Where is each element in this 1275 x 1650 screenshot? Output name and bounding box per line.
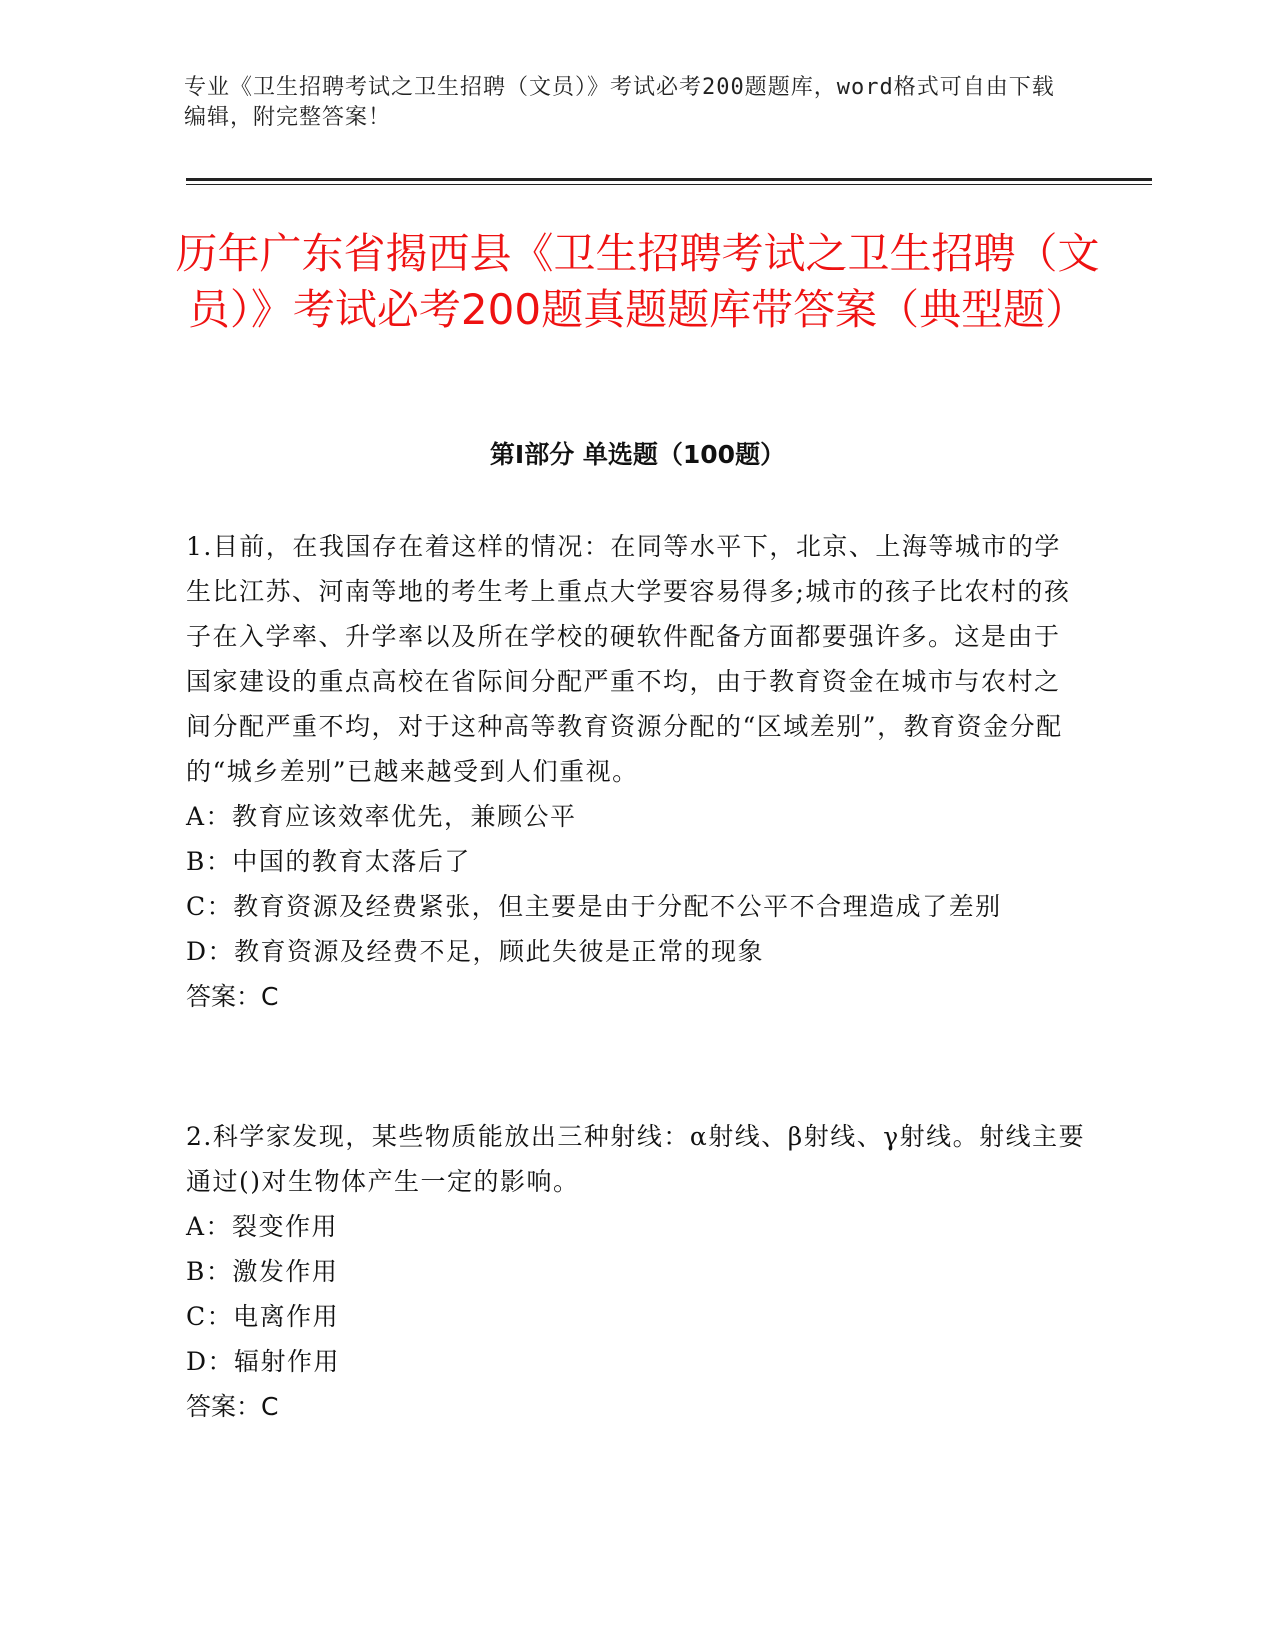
option-c: C：教育资源及经费紧张，但主要是由于分配不公平不合理造成了差别 [186,892,1002,921]
question-stem: 1.目前，在我国存在着这样的情况：在同等水平下，北京、上海等城市的学生比江苏、河南等地的考生考上重点大学要容易得多;城市的孩子比农村的孩子在入学率、升学率以及所在学校的硬软件配备方面都要强许多。这是由于国家建设的重点高校在省际间分配严重不均，由于教育资金在城市与农村之间分配严重不均，对于这种高等教育资源分配的“区域差别”，教育资金分配的“城乡差别”已越来越受到人们重视。 [186,532,1071,786]
option-a: A：教育应该效率优先，兼顾公平 [186,802,577,831]
option-d: D：教育资源及经费不足，顾此失彼是正常的现象 [186,937,765,966]
header-divider-thin [186,184,1152,185]
header-divider-thick [186,178,1152,181]
option-c: C：电离作用 [186,1302,340,1331]
option-d: D：辐射作用 [186,1347,341,1376]
answer: 答案：C [186,1392,279,1421]
option-a: A：裂变作用 [186,1212,339,1241]
section-title: 第Ⅰ部分 单选题（100题） [489,440,786,469]
header-note: 专业《卫生招聘考试之卫生招聘（文员）》考试必考200题题库，word格式可自由下载编辑，附完整答案！ [184,75,1055,130]
question-2 [186,1114,1086,1429]
document-title: 历年广东省揭西县《卫生招聘考试之卫生招聘（文员）》考试必考200题真题题库带答案（典型题） [175,229,1100,334]
option-b: B：中国的教育太落后了 [186,847,471,876]
option-b: B：激发作用 [186,1257,339,1286]
answer: 答案：C [186,982,279,1011]
question-stem: 2.科学家发现，某些物质能放出三种射线：α射线、β射线、γ射线。射线主要通过()对生物体产生一定的影响。 [186,1122,1086,1196]
question-1 [186,524,1086,1019]
